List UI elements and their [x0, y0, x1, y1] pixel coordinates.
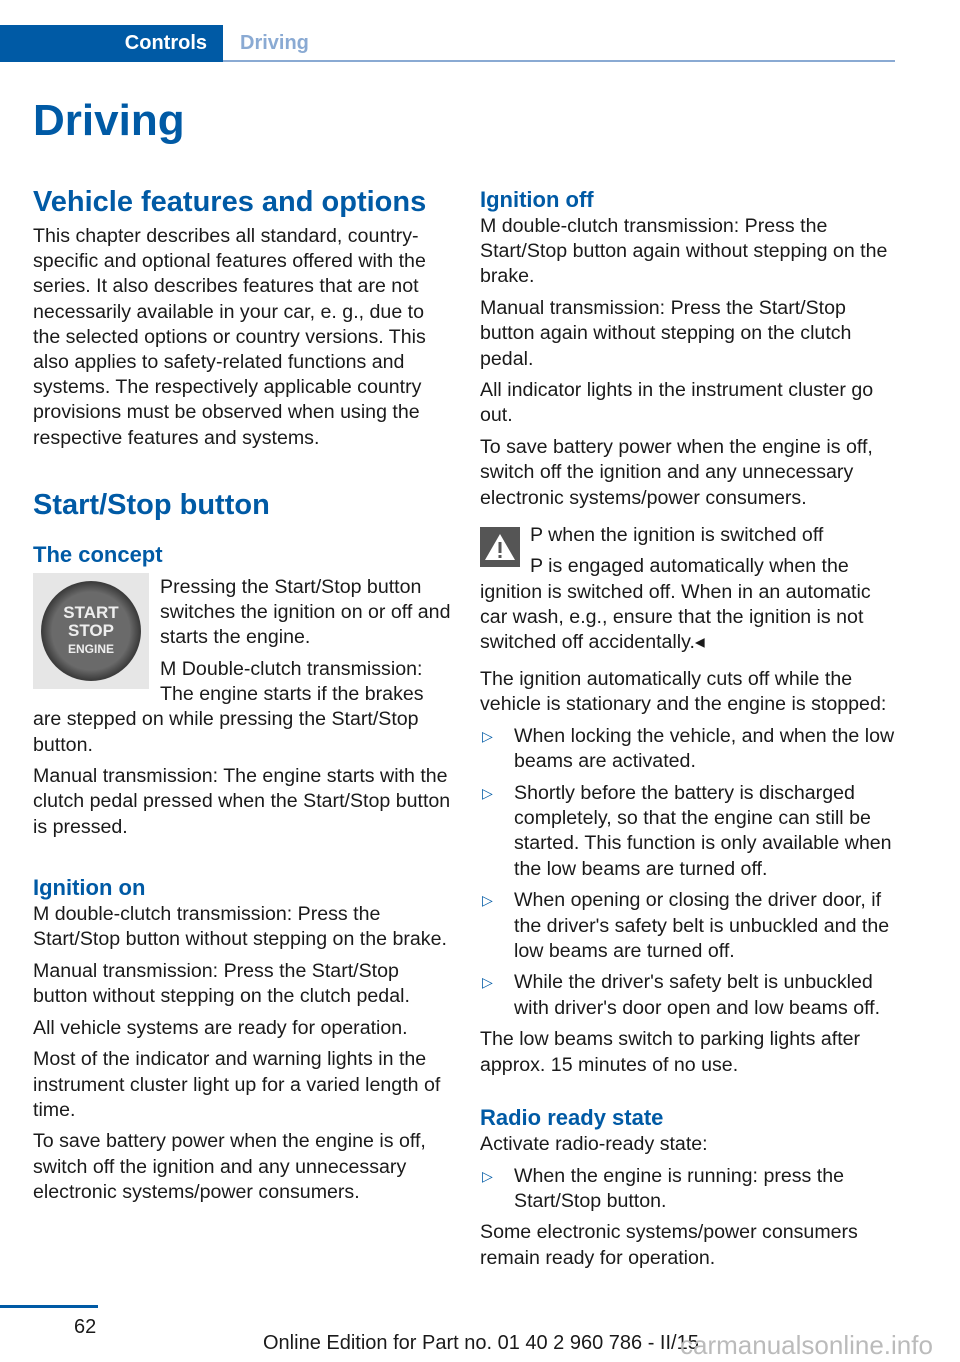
start-stop-button-image: [33, 573, 149, 689]
radio-list: [480, 1164, 898, 1214]
list-item: [480, 724, 898, 774]
paragraph: The low beams switch to parking lights after approx. 15 minutes of no use.: [480, 1028, 861, 1076]
heading-ignition-off: Ignition off: [480, 187, 594, 212]
page-number: 62: [74, 1316, 97, 1338]
paragraph: M Double-clutch transmission: The engine starts if the brakes are stepped on while pressing the Start/Stop button.: [33, 657, 424, 756]
paragraph: To save battery power when the engine is off, switch off the ignition and any unnecessary electronic systems/power consumers.: [480, 436, 873, 509]
list-item-text: When opening or closing the driver door, if the driver's safety belt is unbuckled and the low beams are turned off.: [514, 889, 890, 962]
list-item: [480, 970, 898, 1020]
list-item: [480, 781, 898, 882]
image-text: ENGINE: [67, 641, 114, 656]
warning-note: [480, 523, 898, 656]
paragraph: This chapter describes all standard, country-specific and optional features offered with the series. It also describes features that are not necessarily available in your car, e. g., due to the selected options or country versions. This also applies to safety-related functions and systems. The respectively applicable country provisions must be observed when using the respective features and systems.: [33, 225, 426, 449]
bullet-triangle-icon: ▷: [482, 728, 493, 745]
right-column: [480, 186, 898, 1277]
paragraph: All vehicle systems are ready for operation.: [33, 1016, 408, 1039]
edition-note: Online Edition for Part no. 01 40 2 960 786 - II/15: [263, 1332, 699, 1354]
paragraph: The ignition automatically cuts off while the vehicle is stationary and the engine is stopped:: [480, 668, 887, 716]
watermark: carmanualsonline.info: [680, 1330, 933, 1360]
bullet-triangle-icon: ▷: [482, 974, 493, 991]
paragraph: Most of the indicator and warning lights in the instrument cluster light up for a varied length of time.: [33, 1048, 441, 1121]
list-item-text: Shortly before the battery is discharged completely, so that the engine can still be started. This function is only available when the low beams are turned off.: [514, 782, 892, 880]
heading-start-stop: Start/Stop button: [33, 488, 270, 521]
heading-ignition-on: Ignition on: [33, 874, 146, 900]
paragraph: To save battery power when the engine is off, switch off the ignition and any unnecessary electronic systems/power consumers.: [33, 1130, 426, 1203]
auto-off-list: [480, 724, 898, 1021]
bullet-triangle-icon: ▷: [482, 1167, 493, 1184]
image-text: START: [63, 602, 119, 622]
warning-title: P when the ignition is switched off: [530, 523, 824, 546]
image-text: STOP: [68, 620, 114, 640]
bullet-triangle-icon: ▷: [482, 892, 493, 909]
list-item-text: When locking the vehicle, and when the low beams are activated.: [514, 725, 895, 773]
bullet-triangle-icon: ▷: [482, 785, 493, 802]
list-item: [480, 1164, 898, 1214]
warning-triangle-icon: [480, 527, 520, 567]
heading-concept: The concept: [33, 541, 163, 567]
heading-vehicle-features: Vehicle features and options: [33, 186, 427, 218]
footer-divider: [0, 1305, 98, 1308]
section-tab: Driving: [240, 32, 309, 54]
paragraph: Manual transmission: Press the Start/Stop button without stepping on the clutch pedal.: [33, 959, 410, 1007]
chapter-tab: Controls: [0, 25, 223, 62]
paragraph: Manual transmission: Press the Start/Stop button again without stepping on the clutch pedal.: [480, 297, 852, 370]
paragraph: Some electronic systems/power consumers remain ready for operation.: [480, 1221, 858, 1269]
paragraph: All indicator lights in the instrument cluster go out.: [480, 379, 874, 427]
paragraph: Manual transmission: The engine starts with the clutch pedal pressed when the Start/Stop button is pressed.: [33, 765, 451, 838]
list-item-text: When the engine is running: press the Start/Stop button.: [514, 1164, 845, 1212]
header-divider: [223, 60, 895, 62]
page-title: Driving: [33, 96, 185, 145]
paragraph: Pressing the Start/Stop button switches the ignition on or off and starts the engine.: [160, 575, 451, 649]
paragraph: M double-clutch transmission: Press the Start/Stop button again without stepping on the brake.: [480, 215, 888, 288]
paragraph: Activate radio-ready state:: [480, 1132, 708, 1155]
list-item-text: While the driver's safety belt is unbuckled with driver's door open and low beams off.: [514, 971, 881, 1019]
list-item: [480, 888, 898, 964]
paragraph: M double-clutch transmission: Press the Start/Stop button without stepping on the brake.: [33, 902, 447, 951]
warning-text: P is engaged automatically when the ignition is switched off. When in an automatic car wash, e.g., ensure that the ignition is not switched off accidentally.◂: [480, 555, 871, 654]
left-column: [33, 184, 451, 1212]
heading-radio-ready: Radio ready state: [480, 1104, 664, 1130]
